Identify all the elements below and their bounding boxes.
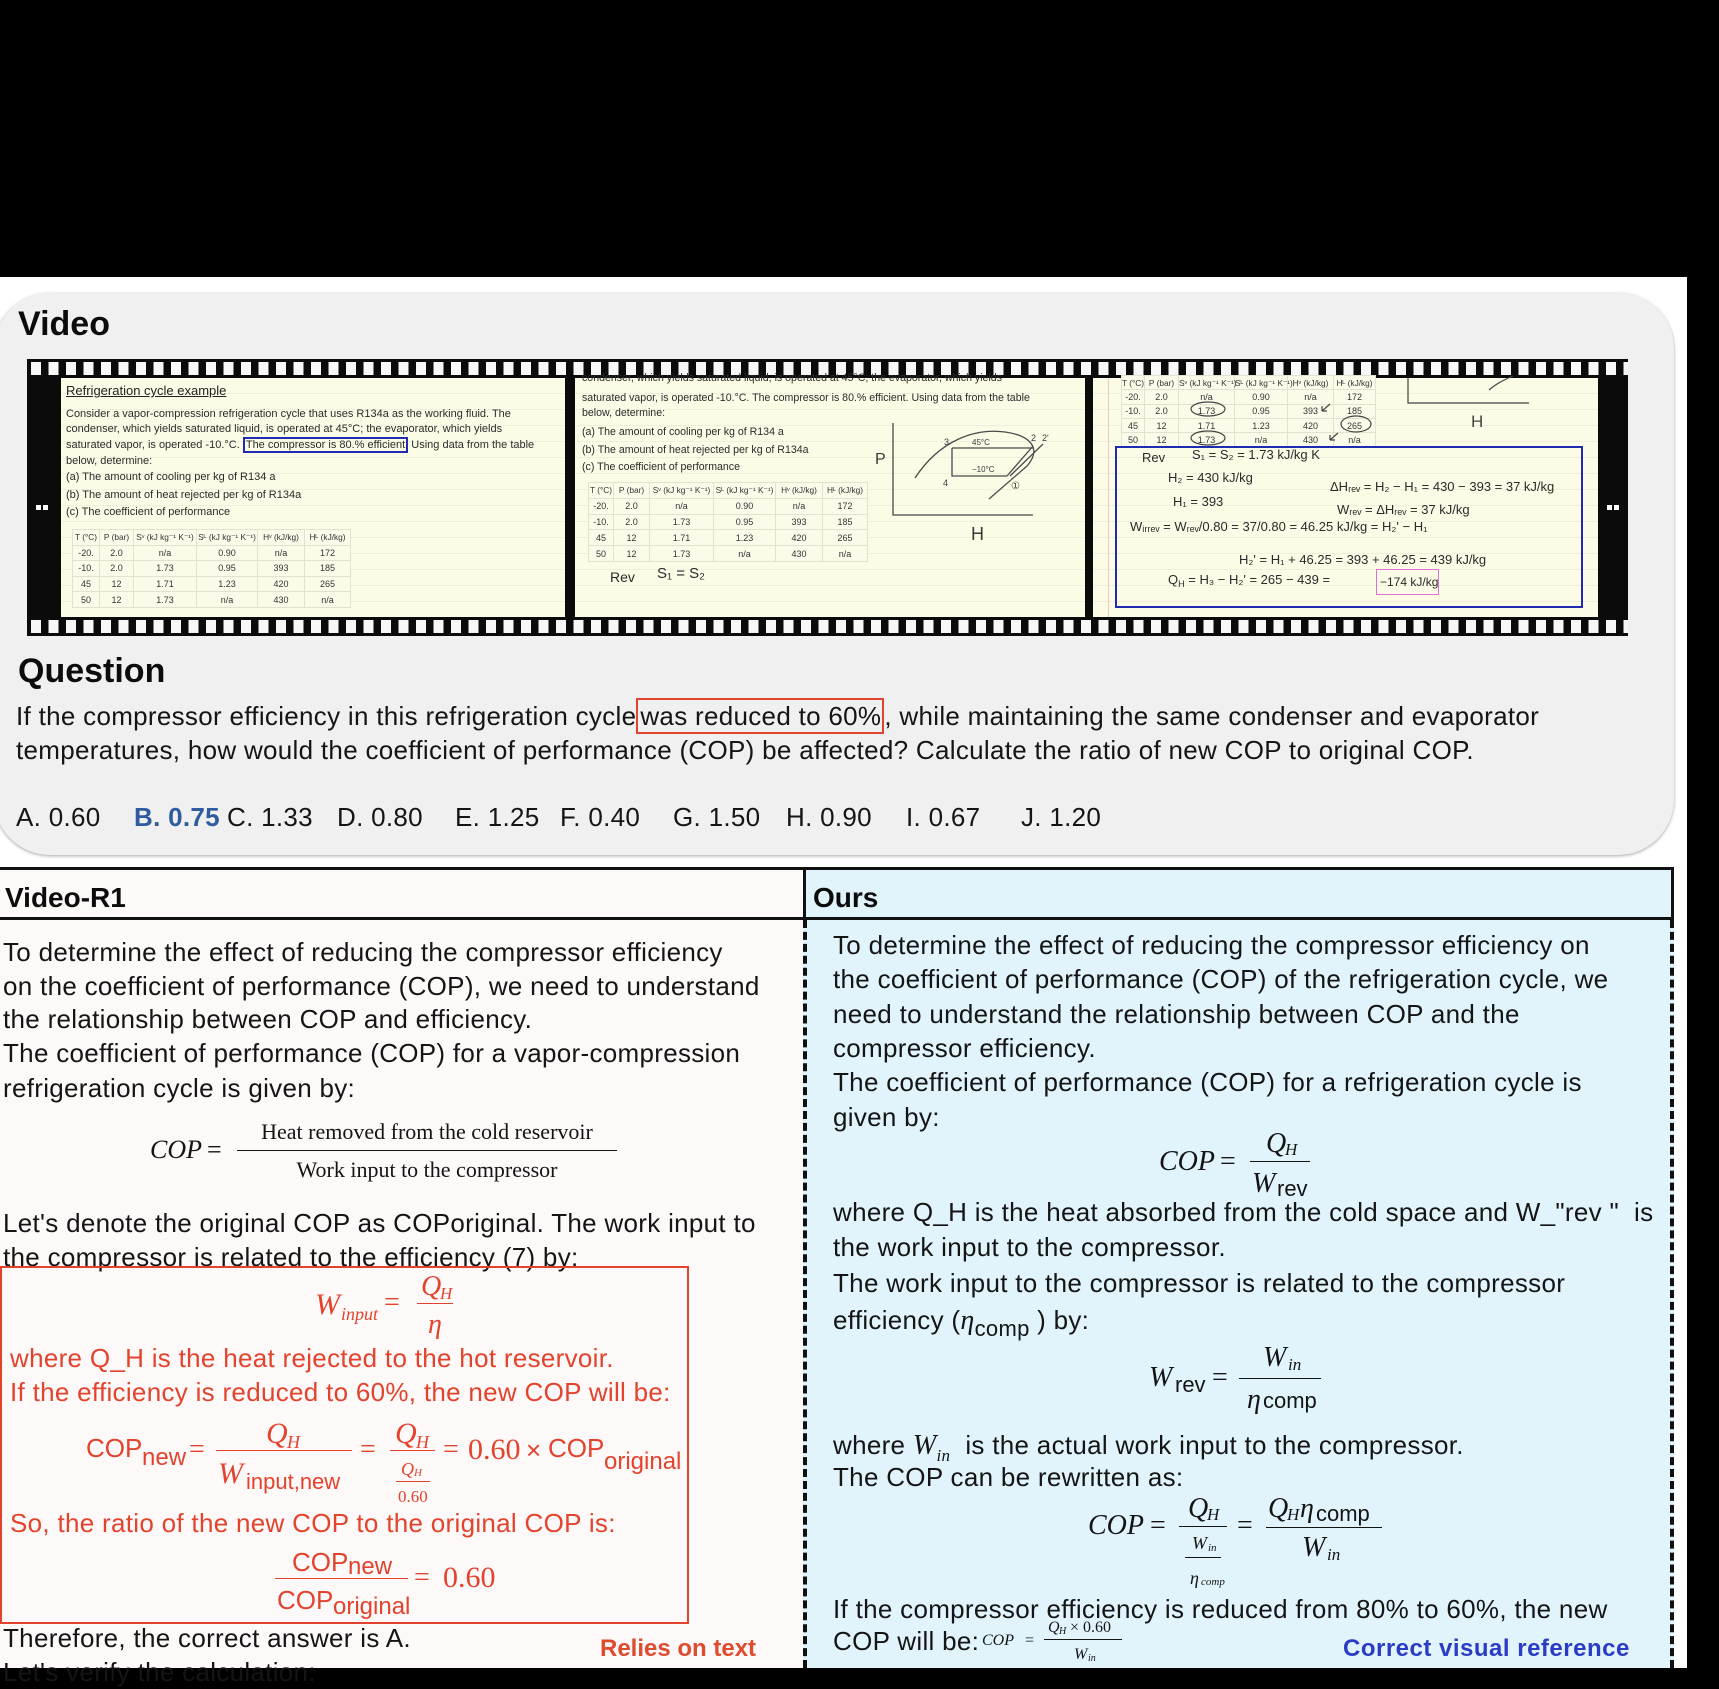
formula-inner-q-subscript: H bbox=[414, 1467, 422, 1479]
fraction-bar bbox=[216, 1450, 352, 1451]
video-frame-2[interactable] bbox=[575, 372, 1085, 617]
handwritten-h2-prime: H₂' = H₁ + 46.25 = 393 + 46.25 = 439 kJ/kg bbox=[1239, 552, 1487, 567]
table-header-cell: T (°C) bbox=[1122, 376, 1145, 390]
point-3-label: 3 bbox=[944, 437, 950, 447]
response-line: the coefficient of performance (COP) of the refrigeration cycle, we bbox=[833, 964, 1609, 994]
handwritten-h2: H₂ = 430 kJ/kg bbox=[1168, 470, 1253, 485]
table-header-cell: Hᵛ (kJ/kg) bbox=[776, 483, 823, 499]
question-text: , while maintaining the same condenser and evaporator bbox=[884, 701, 1540, 731]
formula-q: Q bbox=[1188, 1493, 1209, 1524]
response-line-highlighted: where Q_H is the heat rejected to the hot reservoir. bbox=[10, 1343, 614, 1373]
formula-inner-eta: η bbox=[1190, 1568, 1199, 1588]
option-i[interactable]: I. 0.67 bbox=[906, 802, 981, 832]
formula-w-subscript: in bbox=[1327, 1545, 1341, 1564]
option-j[interactable]: J. 1.20 bbox=[1021, 802, 1102, 832]
table-cell: -20. bbox=[1122, 390, 1145, 404]
table-cell: 172 bbox=[823, 498, 868, 514]
formula-w-subscript: rev bbox=[1175, 1372, 1206, 1397]
fraction-bar bbox=[417, 1303, 453, 1304]
table-cell: n/a bbox=[305, 592, 351, 608]
table-cell: 1.73 bbox=[134, 592, 197, 608]
formula-w-subscript: rev bbox=[1277, 1176, 1308, 1201]
slide-item-b: (b) The amount of heat rejected per kg of R134a bbox=[66, 489, 302, 501]
table-cell: 172 bbox=[305, 545, 351, 561]
formula-q-subscript: H bbox=[416, 1432, 429, 1452]
fraction-bar bbox=[1185, 1557, 1221, 1558]
table-cell: n/a bbox=[134, 545, 197, 561]
slide-item-c: (c) The coefficient of performance bbox=[582, 461, 741, 473]
handwritten-entropy: S₁ = S₂ bbox=[657, 565, 705, 582]
slide-item-a: (a) The amount of cooling per kg of R134 a bbox=[582, 426, 784, 438]
ratio-denominator-subscript: original bbox=[333, 1593, 411, 1620]
fraction-bar bbox=[237, 1150, 617, 1151]
formula-q: Q bbox=[1268, 1493, 1289, 1524]
formula-eta-subscript: comp bbox=[1316, 1501, 1370, 1526]
table-cell: 265 bbox=[823, 530, 868, 546]
w-symbol: W bbox=[912, 1430, 937, 1461]
slide-text-line: below, determine: bbox=[66, 455, 153, 467]
table-cell: n/a bbox=[197, 592, 258, 608]
text: is the actual work input to the compressor. bbox=[950, 1430, 1464, 1460]
formula-inner-denominator: 0.60 bbox=[398, 1487, 428, 1506]
formula-equals: = bbox=[189, 1434, 205, 1465]
ours-title: Ours bbox=[813, 882, 879, 913]
fraction-bar bbox=[1239, 1378, 1321, 1379]
question-section-title: Question bbox=[18, 652, 166, 690]
formula-inner-w: W bbox=[1192, 1533, 1207, 1553]
table-cell: n/a bbox=[650, 498, 714, 514]
formula-eta: η bbox=[1300, 1493, 1314, 1524]
qh-subscript: H bbox=[1178, 579, 1185, 589]
response-line: The work input to the compressor is related to the compressor bbox=[833, 1268, 1566, 1298]
formula-equals: = bbox=[207, 1135, 222, 1164]
table-cell: 2.0 bbox=[614, 498, 650, 514]
response-line: Let's verify the calculation: bbox=[3, 1657, 316, 1687]
response-line: To determine the effect of reducing the compressor efficiency on bbox=[833, 930, 1590, 960]
formula-equals: = bbox=[1212, 1362, 1228, 1393]
film-dot-left bbox=[36, 505, 41, 510]
table-cell: 265 bbox=[305, 576, 351, 592]
table-header-cell: Sᴸ (kJ kg⁻¹ K⁻¹) bbox=[1235, 376, 1288, 390]
response-line: The coefficient of performance (COP) for a vapor-compression bbox=[3, 1038, 741, 1068]
table-cell: 12 bbox=[100, 576, 134, 592]
response-line: The coefficient of performance (COP) for a refrigeration cycle is bbox=[833, 1067, 1582, 1097]
slide-text-line: saturated vapor, is operated -10.°C. The compressor is 80.% efficient. Using data from the table bbox=[582, 392, 1030, 404]
table-cell: 393 bbox=[258, 561, 305, 577]
table-cell: 430 bbox=[258, 592, 305, 608]
formula-w: W bbox=[1302, 1532, 1326, 1563]
table-cell: n/a bbox=[1334, 433, 1376, 447]
slide-item-b: (b) The amount of heat rejected per kg of R134a bbox=[582, 444, 809, 456]
h-axis-label: H bbox=[1471, 412, 1484, 431]
response-line: on the coefficient of performance (COP), we need to understand bbox=[3, 971, 760, 1001]
handwritten-rev: Rev bbox=[610, 569, 635, 585]
film-dot-left bbox=[43, 505, 48, 510]
slide-item-c: (c) The coefficient of performance bbox=[66, 506, 231, 518]
slide-title: Refrigeration cycle example bbox=[66, 383, 227, 398]
table-cell: 12 bbox=[1145, 433, 1179, 447]
table-cell: 45 bbox=[1122, 418, 1145, 432]
question-text-line-2: temperatures, how would the coefficient of performance (COP) be affected? Calculate the ratio of new COP to original COP. bbox=[16, 735, 1474, 765]
table-header-cell: Sᵛ (kJ kg⁻¹ K⁻¹) bbox=[134, 530, 197, 546]
response-line: Let's denote the original COP as COPoriginal. The work input to bbox=[3, 1208, 756, 1238]
table-header-cell: Hᵛ (kJ/kg) bbox=[1288, 376, 1334, 390]
formula-q-subscript: H bbox=[1207, 1505, 1220, 1524]
table-cell: 2.0 bbox=[614, 514, 650, 530]
table-cell: 185 bbox=[823, 514, 868, 530]
option-c[interactable]: C. 1.33 bbox=[227, 802, 313, 832]
text: where bbox=[833, 1430, 913, 1460]
verdict-label-relies-on-text: Relies on text bbox=[600, 1635, 757, 1662]
slide-text: Using data from the table bbox=[408, 439, 535, 451]
formula-equals: = bbox=[1025, 1632, 1035, 1649]
table-cell: 1.23 bbox=[1235, 418, 1288, 432]
fraction-bar bbox=[396, 1481, 430, 1482]
formula-q-subscript: H bbox=[1285, 1140, 1298, 1159]
video-r1-title: Video-R1 bbox=[5, 882, 126, 913]
p-axis-label: P bbox=[875, 451, 886, 468]
formula-eta: η bbox=[428, 1309, 442, 1340]
handwritten-delta-h: ΔHᵣₑᵥ = H₂ − H₁ = 430 − 393 = 37 kJ/kg bbox=[1330, 479, 1555, 494]
formula-q: Q bbox=[395, 1417, 417, 1450]
formula-cop-lhs: COP bbox=[150, 1135, 202, 1164]
table-header-row bbox=[73, 530, 351, 546]
property-table bbox=[72, 529, 351, 608]
handwritten-rev: Rev bbox=[1142, 450, 1166, 465]
circle-annotation bbox=[1191, 402, 1225, 416]
question-text-line-1 bbox=[16, 698, 1539, 734]
response-line: refrigeration cycle is given by: bbox=[3, 1073, 356, 1103]
table-cell: 1.71 bbox=[650, 530, 714, 546]
slide-text-line bbox=[66, 438, 534, 452]
film-dot-right bbox=[1614, 505, 1619, 510]
slide-text-line: below, determine: bbox=[582, 407, 666, 419]
table-header-cell: P (bar) bbox=[614, 483, 650, 499]
table-row bbox=[73, 545, 351, 561]
slide-text-line: Consider a vapor-compression refrigeration cycle that uses R134a as the working fluid. The bbox=[66, 408, 511, 420]
table-cell: 2.0 bbox=[1145, 404, 1179, 418]
handwritten-w-irrev: Wᵢᵣᵣₑᵥ = Wᵣₑᵥ/0.80 = 37/0.80 = 46.25 kJ/kg = H₂' − H₁ bbox=[1130, 519, 1428, 534]
fraction-bar bbox=[390, 1450, 435, 1451]
table-cell: 12 bbox=[100, 592, 134, 608]
arrow-annotation bbox=[1330, 433, 1338, 440]
text: efficiency ( bbox=[833, 1305, 961, 1335]
response-line-highlighted: If the efficiency is reduced to 60%, the new COP will be: bbox=[10, 1377, 671, 1407]
table-cell: 45 bbox=[589, 530, 614, 546]
table-cell: 185 bbox=[1334, 404, 1376, 418]
formula-eta: η bbox=[1247, 1384, 1261, 1415]
table-cell: 1.23 bbox=[197, 576, 258, 592]
table-cell: -10. bbox=[1122, 404, 1145, 418]
table-cell: 420 bbox=[776, 530, 823, 546]
table-header-cell: Sᵛ (kJ kg⁻¹ K⁻¹) bbox=[650, 483, 714, 499]
qh-result-box: −174 kJ/kg bbox=[1376, 569, 1439, 595]
table-cell: n/a bbox=[1288, 390, 1334, 404]
arrow-annotation bbox=[1322, 404, 1330, 411]
table-header-cell: Hᴸ (kJ/kg) bbox=[1334, 376, 1376, 390]
formula-inner-eta-subscript: comp bbox=[1201, 1576, 1225, 1588]
response-line: the relationship between COP and efficiency. bbox=[3, 1004, 533, 1034]
verdict-label-correct-visual-reference: Correct visual reference bbox=[1343, 1635, 1630, 1662]
response-line bbox=[833, 1303, 1089, 1339]
table-header-cell: Sᵛ (kJ kg⁻¹ K⁻¹) bbox=[1179, 376, 1235, 390]
table-cell: 1.71 bbox=[1179, 418, 1235, 432]
ratio-numerator: COP bbox=[292, 1547, 349, 1577]
formula-equals: = bbox=[1237, 1510, 1253, 1541]
table-header-cell: Hᵛ (kJ/kg) bbox=[258, 530, 305, 546]
qh-symbol: Q bbox=[1168, 572, 1179, 587]
film-perforation-bottom bbox=[27, 617, 1628, 636]
table-cell: 1.23 bbox=[714, 530, 776, 546]
formula-w: W bbox=[218, 1457, 243, 1490]
table-cell: 1.73 bbox=[1179, 404, 1235, 418]
table-cell: 1.73 bbox=[650, 514, 714, 530]
table-cell: n/a bbox=[714, 546, 776, 562]
film-dot-right bbox=[1607, 505, 1612, 510]
table-header-cell: Sᴸ (kJ kg⁻¹ K⁻¹) bbox=[714, 483, 776, 499]
video-frame-1[interactable] bbox=[61, 378, 565, 617]
formula-numerator-subscript: in bbox=[1288, 1355, 1302, 1374]
formula-cop-subscript: original bbox=[604, 1448, 682, 1475]
ph-diagram bbox=[575, 378, 1085, 617]
formula-equals: = bbox=[1150, 1510, 1166, 1541]
table-cell: 0.95 bbox=[1235, 404, 1288, 418]
option-g[interactable]: G. 1.50 bbox=[673, 802, 761, 832]
formula-cop-subscript: new bbox=[142, 1444, 187, 1471]
response-line: compressor efficiency. bbox=[833, 1033, 1096, 1063]
option-d[interactable]: D. 0.80 bbox=[337, 802, 423, 832]
table-cell: 265 bbox=[1334, 418, 1376, 432]
formula-cop-lhs: COP bbox=[1159, 1146, 1215, 1177]
ratio-value: 0.60 bbox=[443, 1561, 496, 1594]
cycle-path bbox=[952, 444, 1043, 476]
response-line: COP will be: bbox=[833, 1626, 980, 1656]
table-cell: 12 bbox=[614, 546, 650, 562]
formula-numerator-w: W bbox=[1263, 1342, 1287, 1373]
eta-subscript: comp bbox=[974, 1316, 1030, 1341]
question-highlight-box: was reduced to 60% bbox=[636, 698, 884, 734]
response-line: the work input to the compressor. bbox=[833, 1232, 1226, 1262]
formula-q: Q bbox=[266, 1417, 288, 1450]
response-line: the compressor is related to the efficiency (7) by: bbox=[3, 1242, 579, 1272]
diagram-curve bbox=[1489, 376, 1513, 390]
formula-eta-subscript: comp bbox=[1263, 1388, 1317, 1413]
table-cell: 430 bbox=[1288, 433, 1334, 447]
table-header-cell: P (bar) bbox=[1145, 376, 1179, 390]
fraction-bar bbox=[1250, 1161, 1310, 1162]
table-row bbox=[73, 592, 351, 608]
efficiency-highlight-box: The compressor is 80.% efficient bbox=[243, 437, 408, 453]
formula-q-subscript: H bbox=[1287, 1505, 1300, 1524]
table-cell: -20. bbox=[73, 545, 100, 561]
table-cell: -10. bbox=[73, 561, 100, 577]
table-cell: 172 bbox=[1334, 390, 1376, 404]
formula-factor: × 0.60 bbox=[1066, 1619, 1112, 1636]
handwritten-qh bbox=[1168, 572, 1330, 589]
table-cell: 0.90 bbox=[714, 498, 776, 514]
point-4-label: 4 bbox=[943, 478, 949, 488]
h-axis-label: H bbox=[971, 524, 984, 544]
point-1-label: ① bbox=[1011, 481, 1020, 492]
video-frame-3[interactable] bbox=[1093, 378, 1598, 617]
low-temp-label: −10°C bbox=[972, 465, 995, 474]
table-cell: 0.90 bbox=[197, 545, 258, 561]
ours-header bbox=[803, 867, 1674, 920]
text: ) by: bbox=[1029, 1305, 1090, 1335]
table-cell: 393 bbox=[776, 514, 823, 530]
formula-times: × bbox=[526, 1435, 542, 1465]
handwritten-w-rev: Wᵣₑᵥ = ΔHᵣₑᵥ = 37 kJ/kg bbox=[1337, 502, 1470, 517]
formula-inner-w-subscript: in bbox=[1208, 1542, 1217, 1554]
formula-w-subscript: in bbox=[1088, 1653, 1096, 1664]
table-cell: 0.90 bbox=[1235, 390, 1288, 404]
table-cell: n/a bbox=[1179, 390, 1235, 404]
option-a[interactable]: A. 0.60 bbox=[16, 802, 101, 832]
table-cell: 185 bbox=[305, 561, 351, 577]
table-cell: n/a bbox=[1235, 433, 1288, 447]
table-cell: 0.95 bbox=[197, 561, 258, 577]
circle-annotation bbox=[1191, 431, 1225, 445]
point-2-label: 2 bbox=[1031, 433, 1037, 443]
response-line: given by: bbox=[833, 1102, 940, 1132]
handwritten-entropy: S₁ = S₂ = 1.73 kJ/kg K bbox=[1192, 447, 1320, 462]
formula-w-subscript: input bbox=[341, 1304, 379, 1324]
ratio-numerator-subscript: new bbox=[348, 1553, 393, 1580]
table-cell: 420 bbox=[1288, 418, 1334, 432]
table-cell: 430 bbox=[776, 546, 823, 562]
diagram-axes bbox=[1408, 378, 1529, 403]
formula-q: Q bbox=[1266, 1128, 1287, 1159]
response-line: where Q_H is the heat absorbed from the cold space and W_"rev " is bbox=[833, 1197, 1654, 1227]
w-subscript: in bbox=[936, 1446, 951, 1465]
table-cell: 50 bbox=[73, 592, 100, 608]
video-section-title: Video bbox=[18, 305, 110, 343]
table-cell: 2.0 bbox=[1145, 390, 1179, 404]
formula-q: Q bbox=[421, 1271, 442, 1302]
table-cell: 0.95 bbox=[714, 514, 776, 530]
table-cell: 50 bbox=[589, 546, 614, 562]
table-header-cell: Hᴸ (kJ/kg) bbox=[305, 530, 351, 546]
response-line: If the compressor efficiency is reduced from 80% to 60%, the new bbox=[833, 1594, 1608, 1624]
formula-w: W bbox=[1252, 1168, 1276, 1199]
formula-equals: = bbox=[360, 1434, 376, 1465]
circle-annotation bbox=[1341, 416, 1371, 432]
table-cell: 45 bbox=[73, 576, 100, 592]
formula-q-subscript: H bbox=[1059, 1626, 1067, 1637]
option-b-correct[interactable]: B. 0.75 bbox=[134, 802, 220, 832]
high-temp-label: 45°C bbox=[972, 438, 990, 447]
table-header-cell: Sᴸ (kJ kg⁻¹ K⁻¹) bbox=[197, 530, 258, 546]
table-cell: 1.73 bbox=[1179, 433, 1235, 447]
formula-cop: COP bbox=[548, 1433, 605, 1463]
table-cell: 393 bbox=[1288, 404, 1334, 418]
table-row bbox=[73, 576, 351, 592]
question-text: If the compressor efficiency in this refrigeration cycle bbox=[16, 701, 637, 731]
table-header-cell: P (bar) bbox=[100, 530, 134, 546]
formula-inner-q: Q bbox=[401, 1459, 414, 1479]
table-cell: -20. bbox=[589, 498, 614, 514]
response-line: To determine the effect of reducing the compressor efficiency bbox=[3, 937, 723, 967]
formula-equals: = bbox=[1220, 1146, 1236, 1177]
table-cell: 2.0 bbox=[100, 561, 134, 577]
fraction-bar bbox=[1179, 1526, 1227, 1527]
formula-q-subscript: H bbox=[440, 1284, 453, 1303]
fraction-bar bbox=[1044, 1639, 1122, 1640]
table-cell: 12 bbox=[1145, 418, 1179, 432]
table-cell: 50 bbox=[1122, 433, 1145, 447]
handwritten-h1: H₁ = 393 bbox=[1173, 494, 1224, 509]
table-cell: -10. bbox=[589, 514, 614, 530]
formula-equals: = bbox=[384, 1287, 400, 1318]
formula-equals: = bbox=[414, 1562, 430, 1593]
formula-w-subscript: input,new bbox=[246, 1469, 341, 1494]
eta-symbol: η bbox=[960, 1305, 975, 1336]
response-line: The COP can be rewritten as: bbox=[833, 1462, 1184, 1492]
formula-denominator: Work input to the compressor bbox=[296, 1157, 558, 1182]
formula-w: W bbox=[315, 1288, 340, 1321]
table-cell: 12 bbox=[614, 530, 650, 546]
table-cell: 2.0 bbox=[100, 545, 134, 561]
table-header-cell: Hᴸ (kJ/kg) bbox=[823, 483, 868, 499]
table-cell: 1.71 bbox=[134, 576, 197, 592]
slide-text: saturated vapor, is operated -10.°C. bbox=[66, 439, 243, 451]
fraction-bar bbox=[275, 1578, 408, 1579]
formula-cop-lhs: COP bbox=[1088, 1510, 1144, 1541]
formula-cop: COP bbox=[86, 1433, 143, 1463]
option-e[interactable]: E. 1.25 bbox=[455, 802, 540, 832]
formula-q-subscript: H bbox=[287, 1432, 300, 1452]
table-cell: 1.73 bbox=[650, 546, 714, 562]
table-header-cell: T (°C) bbox=[73, 530, 100, 546]
qh-expression: = H₃ − H₂' = 265 − 439 = bbox=[1184, 572, 1331, 587]
option-f[interactable]: F. 0.40 bbox=[560, 802, 641, 832]
table-cell: n/a bbox=[258, 545, 305, 561]
response-line: need to understand the relationship between COP and the bbox=[833, 999, 1520, 1029]
formula-equals: = bbox=[443, 1434, 459, 1465]
response-line-highlighted: So, the ratio of the new COP to the original COP is: bbox=[10, 1508, 616, 1538]
slide-item-a: (a) The amount of cooling per kg of R134 a bbox=[66, 471, 276, 483]
fraction-bar bbox=[1266, 1527, 1382, 1528]
slide-text-line: condenser, which yields saturated liquid, is operated at 45°C; the evaporator, which yields bbox=[582, 372, 1002, 384]
table-header-cell: T (°C) bbox=[589, 483, 614, 499]
formula-q: Q bbox=[1048, 1619, 1060, 1636]
option-h[interactable]: H. 0.90 bbox=[786, 802, 872, 832]
formula-cop-lhs: COP bbox=[982, 1632, 1014, 1649]
table-cell: n/a bbox=[823, 546, 868, 562]
response-conclusion: Therefore, the correct answer is A. bbox=[3, 1623, 411, 1653]
ratio-denominator: COP bbox=[277, 1585, 334, 1615]
formula-factor: 0.60 bbox=[468, 1433, 521, 1466]
table-row bbox=[73, 561, 351, 577]
table-cell: n/a bbox=[776, 498, 823, 514]
formula-w: W bbox=[1074, 1646, 1088, 1663]
slide-text-line: condenser, which yields saturated liquid, is operated at 45°C; the evaporator, which yields bbox=[66, 423, 503, 435]
formula-w: W bbox=[1149, 1362, 1173, 1393]
table-cell: 1.73 bbox=[134, 561, 197, 577]
table-cell: 420 bbox=[258, 576, 305, 592]
formula-numerator: Heat removed from the cold reservoir bbox=[261, 1119, 593, 1144]
point-2-prime-label: 2' bbox=[1042, 433, 1049, 443]
